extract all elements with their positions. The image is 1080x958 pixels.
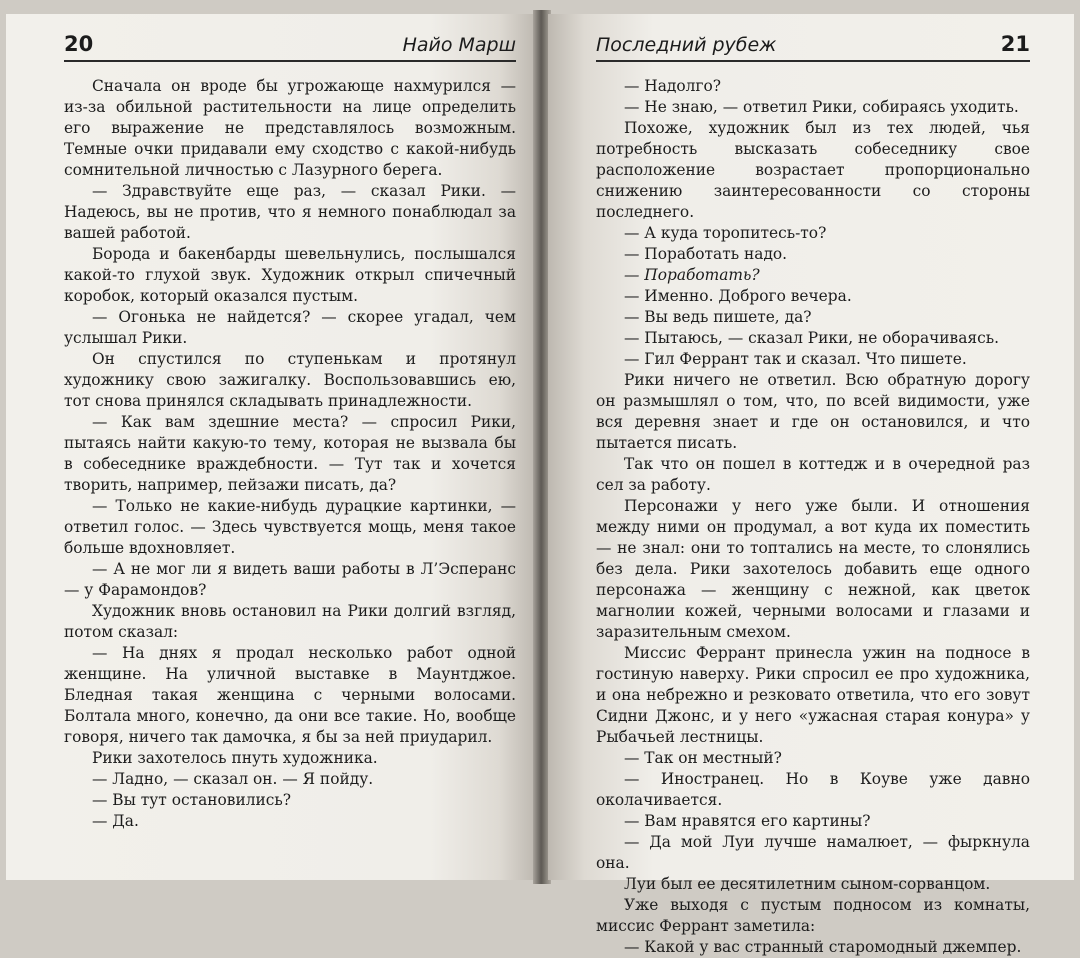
- paragraph: — Вы тут остановились?: [92, 791, 292, 809]
- paragraph: — Поработать?: [624, 266, 760, 284]
- left-page-header: [64, 32, 516, 62]
- paragraph: Борода и бакенбарды шевельнулись, послышался какой-то глухой звук. Художник открыл спичечный коробок, который оказался пустым.: [64, 245, 516, 305]
- paragraph: Рики ничего не ответил. Всю обратную дорогу он размышлял о том, что, по всей видимости, уже вся деревня знает и где он остановился, и что пытается писать.: [596, 371, 1030, 452]
- paragraph: — Не знаю, — ответил Рики, собираясь уходить.: [624, 98, 1019, 116]
- paragraph: — Ладно, — сказал он. — Я пойду.: [92, 770, 374, 788]
- left-page-text: [64, 76, 516, 832]
- paragraph: — А куда торопитесь-то?: [624, 224, 827, 242]
- right-page-header: [596, 32, 1030, 62]
- paragraph: — Вы ведь пишете, да?: [624, 308, 812, 326]
- running-head-author: Найо Марш: [402, 34, 516, 56]
- paragraph: — Только не какие-нибудь дурацкие картинки, — ответил голос. — Здесь чувствуется мощь, меня такое больше вдохновляет.: [64, 497, 516, 557]
- paragraph: Он спустился по ступенькам и протянул художнику свою зажигалку. Воспользовавшись ею, тот снова принялся складывать принадлежности.: [64, 350, 516, 410]
- paragraph: — Гил Феррант так и сказал. Что пишете.: [624, 350, 967, 368]
- paragraph: — Именно. Доброго вечера.: [624, 287, 852, 305]
- paragraph: Миссис Феррант принесла ужин на подносе в гостиную наверху. Рики спросил ее про художника, и она небрежно и резковато ответила, что его зовут Сидни Джонс, и у него «ужасная старая конура» у Рыбачьей лестницы.: [596, 644, 1030, 746]
- paragraph: — Какой у вас странный старомодный джемпер.: [624, 938, 1022, 956]
- paragraph: — Так он местный?: [624, 749, 782, 767]
- paragraph: — Надолго?: [624, 77, 721, 95]
- paragraph: — Здравствуйте еще раз, — сказал Рики. — Надеюсь, вы не против, что я немного понаблюдал за вашей работой.: [64, 182, 516, 242]
- page-number-left: 20: [64, 32, 94, 56]
- paragraph: Похоже, художник был из тех людей, чья потребность высказать собеседнику свое расположение возрастает пропорционально снижению заинтересованности со стороны последнего.: [596, 119, 1030, 221]
- paragraph: — Как вам здешние места? — спросил Рики, пытаясь найти какую-то тему, которая не вызвала бы в собеседнике враждебности. — Тут так и хочется творить, например, пейзажи писать, да?: [64, 413, 516, 494]
- paragraph: — Поработать надо.: [624, 245, 788, 263]
- paragraph: — Да мой Луи лучше намалюет, — фыркнула она.: [596, 833, 1030, 872]
- paragraph: Персонажи у него уже были. И отношения между ними он продумал, а вот куда их поместить — не знал: они то топтались на месте, то слонялись без дела. Рики захотелось добавить еще одного персонажа — женщину с нежной, как цветок магнолии кожей, черными волосами и глазами и заразительным смехом.: [596, 497, 1030, 641]
- paragraph: — Да.: [92, 812, 139, 830]
- paragraph: Луи был ее десятилетним сыном-сорванцом.: [624, 875, 991, 893]
- paragraph: — Вам нравятся его картины?: [624, 812, 871, 830]
- left-page: [6, 14, 536, 880]
- right-page-text: [596, 76, 1030, 958]
- page-number-right: 21: [1000, 32, 1030, 56]
- paragraph: — Иностранец. Но в Коуве уже давно околачивается.: [596, 770, 1030, 809]
- running-head-title: Последний рубеж: [596, 34, 777, 56]
- paragraph: — А не мог ли я видеть ваши работы в Л’Эсперанс — у Фарамондов?: [64, 560, 516, 599]
- paragraph: Уже выходя с пустым подносом из комнаты, миссис Феррант заметила:: [596, 896, 1030, 935]
- paragraph: Сначала он вроде бы угрожающе нахмурился — из-за обильной растительности на лице определить его выражение не представлялось возможным. Темные очки придавали ему сходство с какой-нибудь сомнительной личностью с Лазурного берега.: [64, 77, 516, 179]
- paragraph: — Огонька не найдется? — скорее угадал, чем услышал Рики.: [64, 308, 516, 347]
- paragraph: — На днях я продал несколько работ одной женщине. На уличной выставке в Маунтджое. Бледная такая женщина с черными волосами. Болтала много, конечно, да они все такие. Но, вообще говоря, ничего так дамочка, я бы за ней приударил.: [64, 644, 516, 746]
- paragraph: — Пытаюсь, — сказал Рики, не оборачиваясь.: [624, 329, 999, 347]
- paragraph: Художник вновь остановил на Рики долгий взгляд, потом сказал:: [64, 602, 516, 641]
- paragraph: Рики захотелось пнуть художника.: [92, 749, 378, 767]
- paragraph: Так что он пошел в коттедж и в очередной раз сел за работу.: [596, 455, 1030, 494]
- right-page: [548, 14, 1074, 956]
